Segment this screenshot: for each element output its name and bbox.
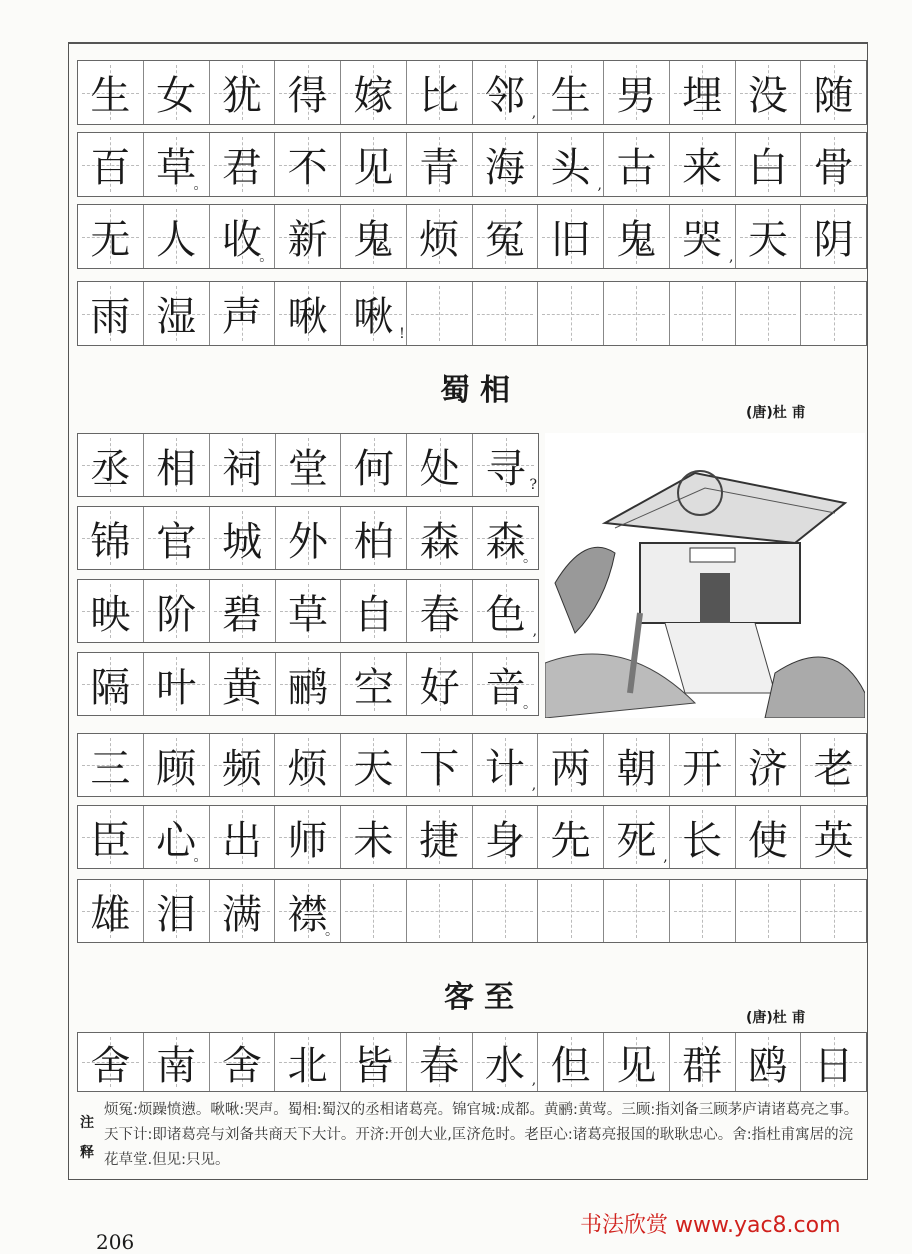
grid-cell: [276, 653, 342, 715]
grid-cell: [78, 434, 144, 496]
character: 何: [353, 445, 394, 492]
grid-cell: [407, 205, 473, 268]
character: 丞: [90, 445, 131, 492]
grid-cell: [210, 1033, 276, 1091]
grid-cell: [801, 880, 866, 942]
grid-cell: [801, 1033, 866, 1091]
grid-cell: [144, 205, 210, 268]
character: 北: [287, 1042, 328, 1089]
grid-cell: [473, 61, 539, 124]
grid-cell: [604, 61, 670, 124]
grid-cell: [473, 880, 539, 942]
character: 阴: [813, 217, 854, 263]
character: 海: [484, 145, 525, 191]
practice-row: [77, 204, 867, 269]
character: 好: [419, 664, 460, 711]
grid-cell: [275, 734, 341, 796]
grid-cell: [341, 806, 407, 868]
grid-cell: [670, 734, 736, 796]
grid-cell: [144, 734, 210, 796]
character: 开: [682, 745, 723, 792]
grid-cell: [538, 880, 604, 942]
character: 森: [485, 518, 526, 565]
character: 日: [813, 1042, 854, 1089]
grid-cell: [801, 205, 866, 268]
grid-cell: [275, 61, 341, 124]
grid-cell: [78, 806, 144, 868]
character: 碧: [222, 591, 263, 638]
grid-cell: [341, 580, 407, 642]
grid-cell: [473, 282, 539, 345]
grid-cell: [210, 580, 276, 642]
character: 身: [484, 817, 525, 864]
grid-cell: [275, 806, 341, 868]
grid-cell: [670, 1033, 736, 1091]
grid-cell: [275, 133, 341, 196]
grid-cell: [341, 434, 407, 496]
grid-cell: [538, 806, 604, 868]
punctuation: ,: [597, 177, 602, 193]
grid-cell: [341, 507, 407, 569]
character: 雨: [90, 294, 131, 340]
character: 群: [682, 1042, 723, 1089]
practice-row: [77, 60, 867, 125]
character: 无: [90, 217, 131, 263]
grid-cell: [144, 282, 210, 345]
grid-cell: [538, 282, 604, 345]
grid-cell: [78, 61, 144, 124]
character: 色: [485, 591, 526, 638]
grid-cell: [210, 282, 276, 345]
character: 森: [419, 518, 460, 565]
practice-row: [77, 1032, 867, 1092]
grid-cell: [341, 734, 407, 796]
character: 先: [550, 817, 591, 864]
grid-cell: [604, 1033, 670, 1091]
character: 烦: [419, 217, 460, 263]
character: 春: [419, 1042, 460, 1089]
grid-cell: [604, 205, 670, 268]
character: 长: [682, 817, 723, 864]
punctuation: ,: [532, 623, 538, 639]
practice-row: [77, 281, 867, 346]
grid-cell: [275, 282, 341, 345]
grid-cell: [736, 880, 802, 942]
grid-cell: [144, 61, 210, 124]
character: 埋: [682, 73, 723, 119]
grid-cell: [407, 734, 473, 796]
grid-cell: [78, 734, 144, 796]
grid-cell: [604, 282, 670, 345]
grid-cell: [144, 507, 210, 569]
punctuation: !: [399, 326, 405, 342]
character: 比: [419, 73, 460, 119]
character: 自: [353, 591, 394, 638]
grid-cell: [407, 282, 473, 345]
practice-row: [77, 579, 539, 643]
poem-title-kezhi: 客至: [444, 980, 524, 1015]
character: 英: [813, 817, 854, 864]
grid-cell: [473, 806, 539, 868]
grid-cell: [736, 734, 802, 796]
character: 叶: [156, 664, 197, 711]
character: 老: [813, 745, 854, 792]
punctuation: 。: [523, 696, 538, 712]
character: 顾: [156, 745, 197, 792]
character: 古: [616, 145, 657, 191]
grid-cell: [604, 133, 670, 196]
grid-cell: [801, 61, 866, 124]
grid-cell: [144, 580, 210, 642]
character: 舍: [90, 1042, 131, 1089]
grid-cell: [473, 1033, 539, 1091]
character: 频: [221, 745, 262, 792]
grid-cell: [670, 205, 736, 268]
grid-cell: [407, 580, 473, 642]
punctuation: ?: [529, 477, 538, 493]
character: 黄: [222, 664, 263, 711]
grid-cell: [78, 205, 144, 268]
grid-cell: [670, 880, 736, 942]
character: 没: [747, 73, 788, 119]
character: 草: [288, 591, 328, 638]
temple-illustration: [545, 433, 865, 718]
character: 下: [419, 745, 460, 792]
grid-cell: [473, 580, 538, 642]
grid-cell: [736, 205, 802, 268]
grid-cell: [210, 653, 276, 715]
character: 朝: [616, 745, 657, 792]
character: 鬼: [353, 217, 394, 263]
grid-cell: [341, 1033, 407, 1091]
character: 出: [221, 817, 262, 864]
character: 师: [287, 817, 328, 864]
character: 柏: [353, 518, 394, 565]
grid-cell: [407, 806, 473, 868]
practice-row: [77, 132, 867, 197]
grid-cell: [276, 434, 342, 496]
grid-cell: [801, 806, 866, 868]
grid-cell: [144, 880, 210, 942]
character: 得: [287, 73, 328, 119]
character: 阶: [156, 591, 197, 638]
grid-cell: [736, 1033, 802, 1091]
character: 烦: [287, 745, 328, 792]
character: 新: [287, 217, 328, 263]
character: 天: [747, 217, 788, 263]
grid-cell: [407, 880, 473, 942]
grid-cell: [473, 734, 539, 796]
punctuation: ,: [663, 849, 668, 865]
grid-cell: [341, 205, 407, 268]
punctuation: 。: [523, 550, 538, 566]
character: 头: [550, 145, 591, 191]
grid-cell: [210, 133, 276, 196]
grid-cell: [78, 580, 144, 642]
notes-label: 注释: [80, 1115, 94, 1161]
character: 白: [747, 145, 788, 191]
grid-cell: [341, 880, 407, 942]
poem-title-shuxiang: 蜀相: [440, 373, 520, 408]
character: 锦: [90, 518, 131, 565]
grid-cell: [670, 282, 736, 345]
character: 生: [90, 73, 131, 119]
poem-author: (唐)杜 甫: [746, 1010, 806, 1026]
character: 犹: [221, 73, 262, 119]
character: 女: [156, 73, 197, 119]
character: 旧: [550, 217, 591, 263]
grid-cell: [473, 434, 538, 496]
character: 襟: [287, 891, 328, 938]
grid-cell: [538, 1033, 604, 1091]
grid-cell: [670, 133, 736, 196]
character: 百: [90, 145, 131, 191]
character: 哭: [682, 217, 723, 263]
character: 心: [156, 817, 197, 864]
character: 外: [288, 518, 328, 565]
punctuation: 。: [259, 249, 274, 265]
character: 鸥: [747, 1042, 788, 1089]
character: 嫁: [353, 73, 394, 119]
character: 两: [550, 745, 591, 792]
character: 来: [682, 145, 723, 191]
grid-cell: [78, 133, 144, 196]
grid-cell: [341, 61, 407, 124]
grid-cell: [78, 282, 144, 345]
grid-cell: [144, 133, 210, 196]
character: 生: [550, 73, 591, 119]
grid-cell: [78, 880, 144, 942]
character: 未: [353, 817, 394, 864]
grid-cell: [276, 580, 342, 642]
character: 见: [353, 145, 394, 191]
character: 冤: [484, 217, 525, 263]
punctuation: ,: [729, 249, 734, 265]
character: 音: [485, 664, 526, 711]
character: 草: [156, 145, 197, 191]
character: 青: [419, 145, 460, 191]
character: 男: [616, 73, 657, 119]
grid-cell: [78, 653, 144, 715]
character: 堂: [288, 445, 328, 492]
character: 南: [156, 1042, 197, 1089]
character: 春: [419, 591, 460, 638]
grid-cell: [144, 434, 210, 496]
site-watermark: 书法欣赏 www.yac8.com: [580, 1213, 841, 1238]
grid-cell: [210, 880, 276, 942]
character: 臣: [90, 817, 131, 864]
grid-cell: [604, 734, 670, 796]
grid-cell: [275, 880, 341, 942]
character: 寻: [485, 445, 526, 492]
character: 鹂: [288, 664, 328, 711]
character: 啾: [353, 294, 394, 340]
grid-cell: [210, 734, 276, 796]
character: 隔: [90, 664, 131, 711]
grid-cell: [407, 61, 473, 124]
character: 计: [484, 745, 525, 792]
character: 啾: [287, 294, 328, 340]
grid-cell: [407, 653, 473, 715]
character: 官: [156, 518, 197, 565]
grid-cell: [276, 507, 342, 569]
grid-cell: [670, 61, 736, 124]
character: 处: [419, 445, 460, 492]
punctuation: 。: [193, 849, 208, 865]
grid-cell: [736, 133, 802, 196]
character: 收: [221, 217, 262, 263]
character: 空: [353, 664, 394, 711]
character: 皆: [353, 1042, 394, 1089]
practice-row: [77, 879, 867, 943]
character: 满: [221, 891, 262, 938]
grid-cell: [538, 61, 604, 124]
grid-cell: [341, 133, 407, 196]
annotation-notes: 烦冤:烦躁愤懑。啾啾:哭声。蜀相:蜀汉的丞相诸葛亮。锦官城:成都。黄鹂:黄莺。三顾:指刘备三顾茅庐请诸葛亮之事。天下计:即诸葛亮与刘备共商天下大计。开济:开创大业,匡济危时。老臣心:诸葛亮报国的耿耿忠心。舍:指杜甫寓居的浣花草堂.但见:只见。: [104, 1102, 859, 1168]
grid-cell: [473, 205, 539, 268]
practice-row: [77, 652, 539, 716]
grid-cell: [78, 1033, 144, 1091]
grid-cell: [407, 434, 473, 496]
grid-cell: [275, 1033, 341, 1091]
character: 不: [287, 145, 328, 191]
character: 鬼: [616, 217, 657, 263]
grid-cell: [473, 507, 538, 569]
grid-cell: [144, 1033, 210, 1091]
character: 映: [90, 591, 131, 638]
grid-cell: [407, 1033, 473, 1091]
character: 城: [222, 518, 263, 565]
character: 邻: [484, 73, 525, 119]
grid-cell: [801, 133, 866, 196]
punctuation: ,: [531, 777, 537, 793]
grid-cell: [210, 205, 276, 268]
grid-cell: [538, 205, 604, 268]
grid-cell: [210, 507, 276, 569]
character: 死: [616, 817, 657, 864]
character: 舍: [221, 1042, 262, 1089]
grid-cell: [210, 806, 276, 868]
grid-cell: [801, 734, 866, 796]
grid-cell: [604, 880, 670, 942]
punctuation: ,: [531, 105, 537, 121]
character: 水: [484, 1042, 525, 1089]
character: 三: [90, 745, 131, 792]
practice-row: [77, 433, 539, 497]
character: 使: [747, 817, 788, 864]
character: 祠: [222, 445, 263, 492]
grid-cell: [341, 282, 407, 345]
character: 雄: [90, 891, 131, 938]
grid-cell: [275, 205, 341, 268]
punctuation: ,: [531, 1072, 537, 1088]
character: 相: [156, 445, 197, 492]
grid-cell: [538, 734, 604, 796]
poem-author: (唐)杜 甫: [746, 405, 806, 421]
character: 捷: [419, 817, 460, 864]
grid-cell: [473, 653, 538, 715]
grid-cell: [670, 806, 736, 868]
character: 人: [156, 217, 197, 263]
grid-cell: [210, 434, 276, 496]
grid-cell: [736, 282, 802, 345]
grid-cell: [736, 806, 802, 868]
grid-cell: [341, 653, 407, 715]
grid-cell: [210, 61, 276, 124]
character: 泪: [156, 891, 197, 938]
practice-row: [77, 506, 539, 570]
grid-cell: [144, 653, 210, 715]
character: 骨: [813, 145, 854, 191]
grid-cell: [407, 507, 473, 569]
grid-cell: [604, 806, 670, 868]
punctuation: 。: [325, 923, 339, 939]
grid-cell: [736, 61, 802, 124]
grid-cell: [407, 133, 473, 196]
grid-cell: [538, 133, 604, 196]
grid-cell: [473, 133, 539, 196]
character: 君: [221, 145, 262, 191]
character: 见: [616, 1042, 657, 1089]
character: 声: [221, 294, 262, 340]
practice-row: [77, 805, 867, 869]
character: 但: [550, 1042, 591, 1089]
page-number: 206: [96, 1230, 135, 1254]
grid-cell: [801, 282, 866, 345]
grid-cell: [78, 507, 144, 569]
character: 济: [747, 745, 788, 792]
character: 随: [813, 73, 854, 119]
grid-cell: [144, 806, 210, 868]
practice-row: [77, 733, 867, 797]
punctuation: 。: [193, 177, 208, 193]
character: 湿: [156, 294, 197, 340]
character: 天: [353, 745, 394, 792]
